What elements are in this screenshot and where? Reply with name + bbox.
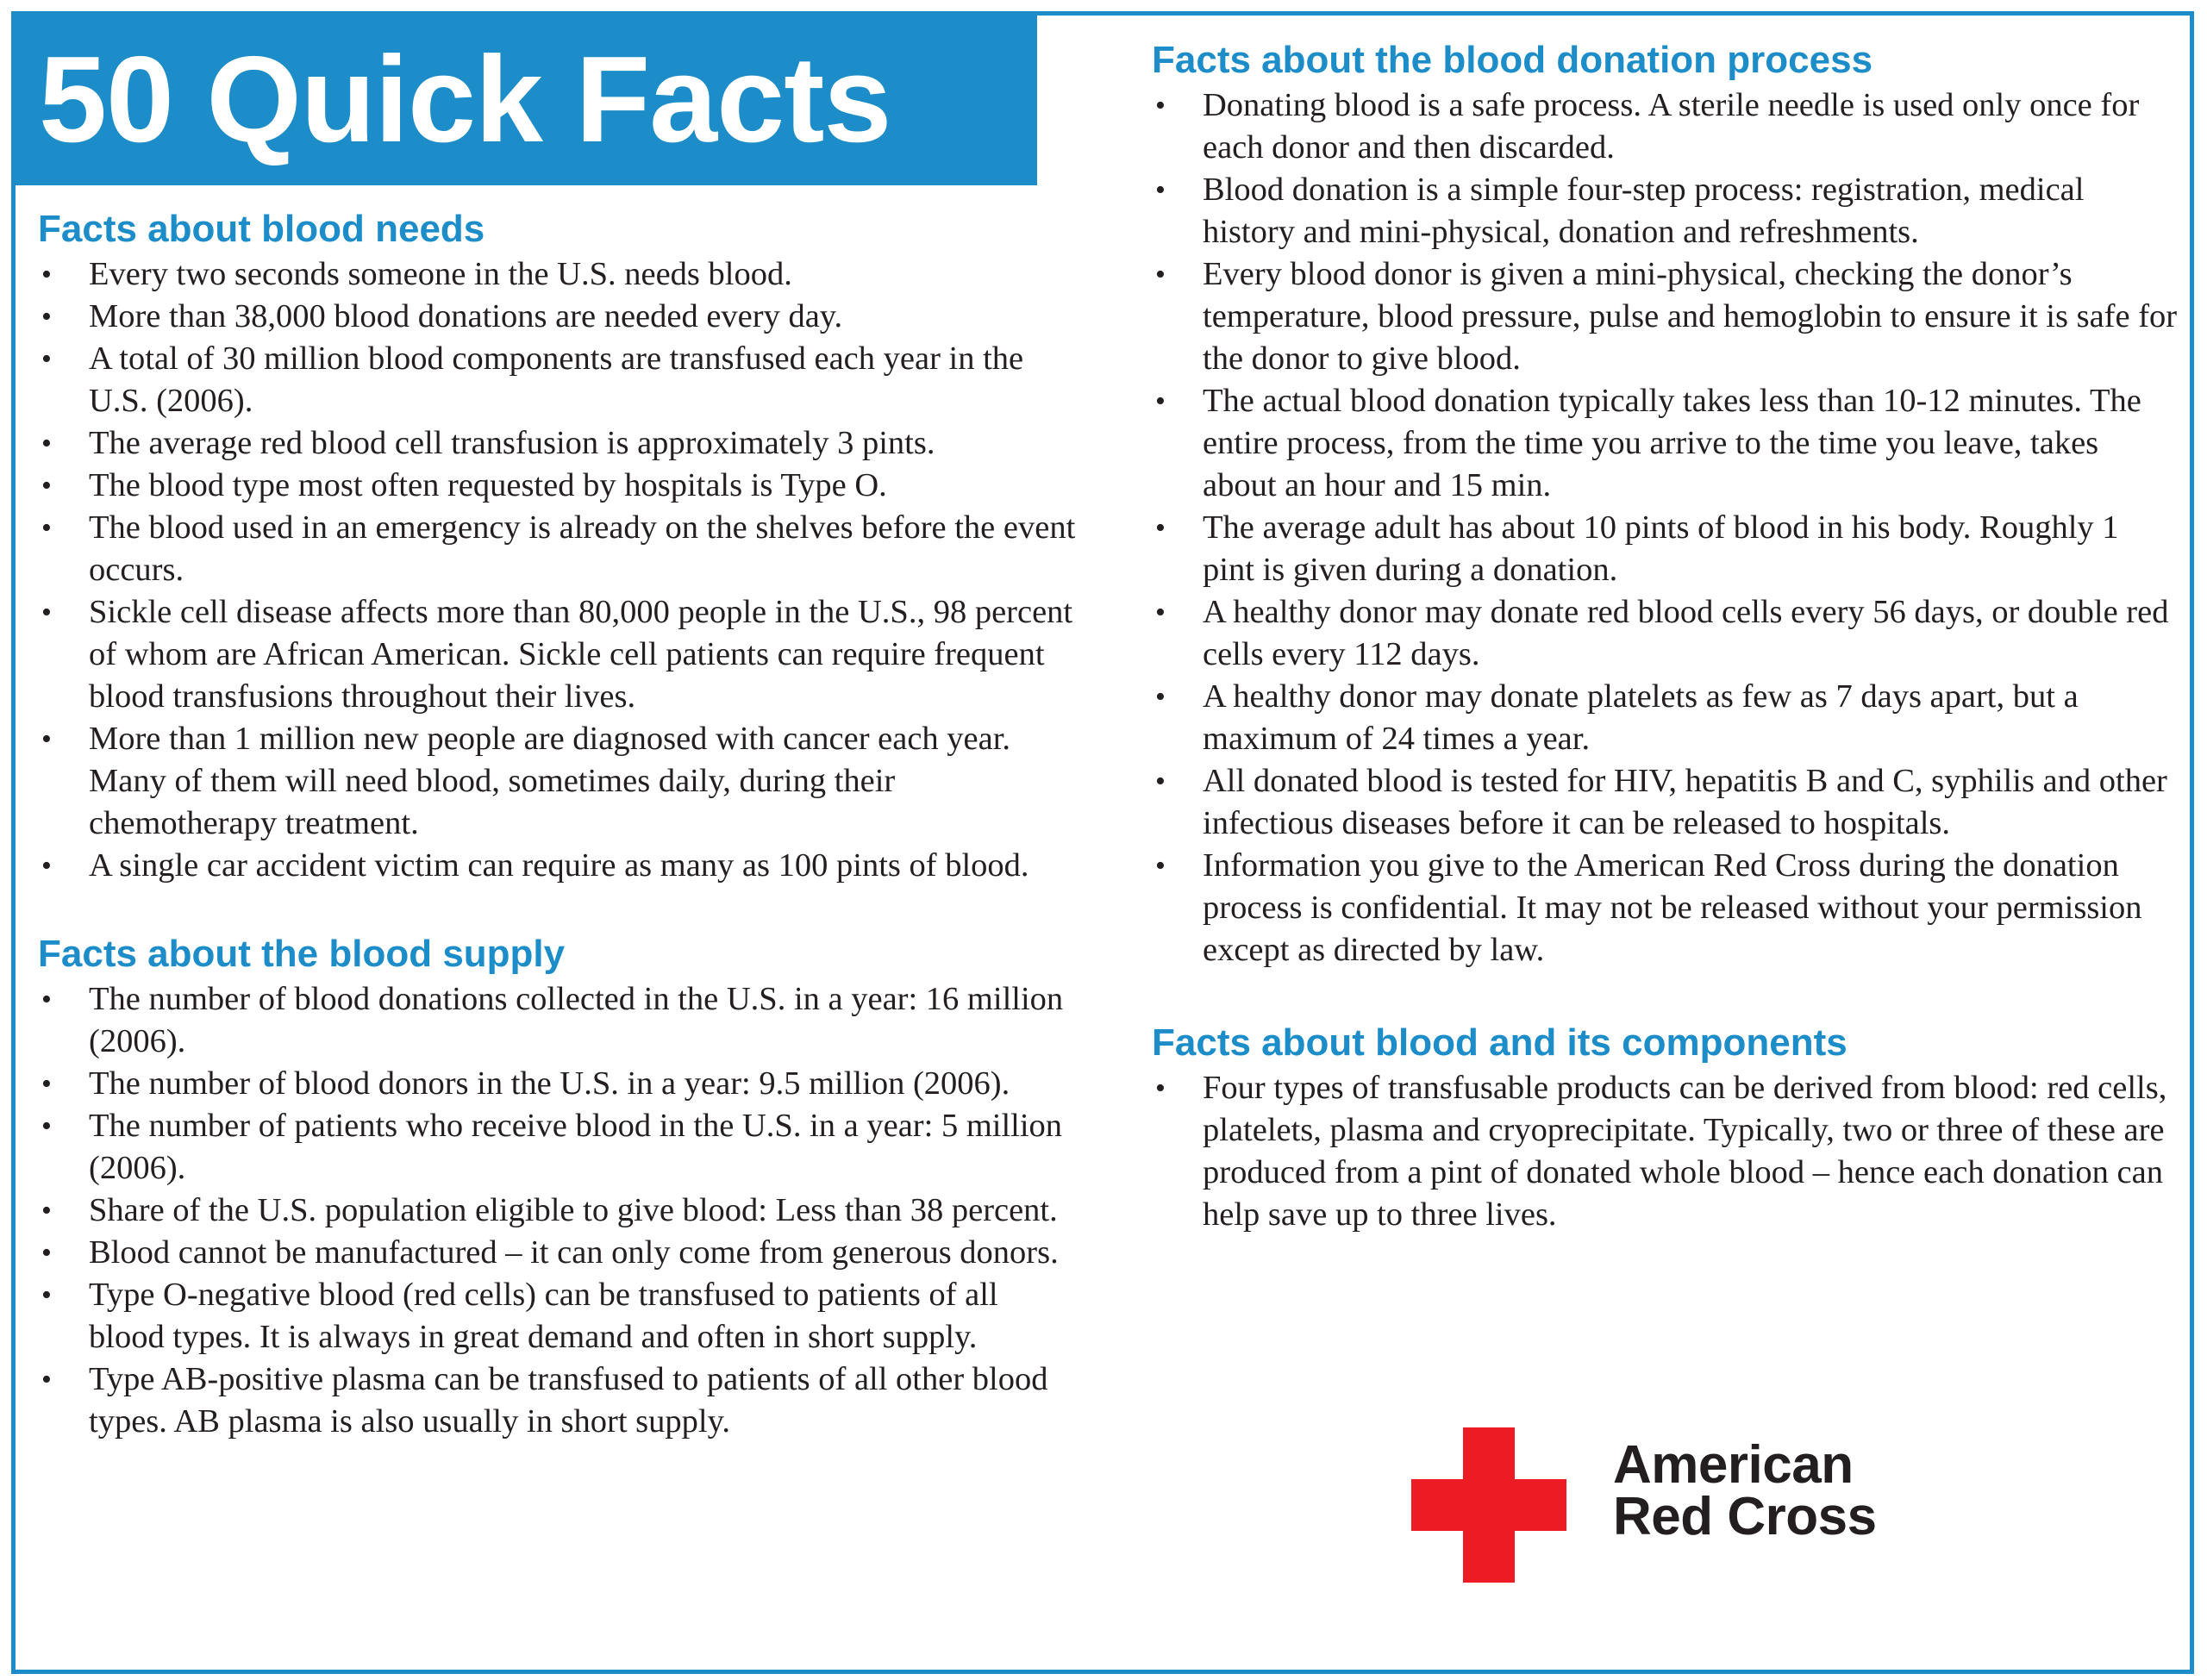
fact-item: [38, 1232, 1081, 1274]
fact-text: A single car accident victim can require as many as 100 pints of blood.: [89, 847, 1029, 884]
bullet-icon: •: [41, 343, 52, 375]
fact-list: [38, 253, 1081, 887]
fact-text: A total of 30 million blood components are transfused each year in the U.S. (2006).: [89, 340, 1024, 419]
logo-wordmark: [1613, 1435, 1877, 1546]
section-donation-process: [1152, 36, 2178, 971]
bullet-icon: •: [41, 1110, 52, 1142]
fact-text: Four types of transfusable products can be derived from blood: red cells, platelets, plasma and cryoprecipitate. Typically, two or three of these are produced from a pint of donated whole blood – hence each donation can help save up to three lives.: [1203, 1070, 2167, 1233]
fact-item: [1152, 253, 2178, 380]
bullet-icon: •: [1155, 90, 1166, 122]
bullet-icon: •: [41, 1068, 52, 1100]
fact-text: Every blood donor is given a mini-physical, checking the donor’s temperature, blood pressure, pulse and hemoglobin to ensure it is safe for the donor to give blood.: [1203, 256, 2178, 377]
fact-text: Information you give to the American Red Cross during the donation process is confidential. It may not be released without your permission except as directed by law.: [1203, 847, 2142, 968]
fact-item: [38, 845, 1081, 887]
bullet-icon: •: [1155, 512, 1166, 544]
bullet-icon: •: [1155, 850, 1166, 882]
bullet-icon: •: [1155, 259, 1166, 290]
fact-text: Blood donation is a simple four-step process: registration, medical history and mini-physical, donation and refreshments.: [1203, 172, 2085, 250]
section-components: [1152, 1019, 2178, 1236]
fact-item: [1152, 1067, 2178, 1236]
fact-item: [38, 253, 1081, 296]
bullet-icon: •: [1155, 765, 1166, 797]
fact-item: [1152, 169, 2178, 253]
fact-text: More than 38,000 blood donations are needed every day.: [89, 298, 843, 334]
fact-item: [38, 1190, 1081, 1232]
fact-item: [38, 507, 1081, 591]
section-blood-needs: [38, 205, 1081, 887]
fact-list: [38, 978, 1081, 1443]
fact-text: Every two seconds someone in the U.S. needs blood.: [89, 256, 792, 292]
fact-item: [38, 1063, 1081, 1105]
fact-item: [38, 718, 1081, 845]
fact-text: Blood cannot be manufactured – it can only come from generous donors.: [89, 1234, 1059, 1271]
bullet-icon: •: [41, 1195, 52, 1227]
fact-list: [1152, 84, 2178, 971]
fact-text: The average adult has about 10 pints of blood in his body. Roughly 1 pint is given during a donation.: [1203, 509, 2119, 588]
fact-text: Donating blood is a safe process. A sterile needle is used only once for each donor and then discarded.: [1203, 87, 2140, 166]
bullet-icon: •: [1155, 596, 1166, 628]
fact-text: The number of blood donations collected in the U.S. in a year: 16 million (2006).: [89, 981, 1064, 1059]
bullet-icon: •: [41, 301, 52, 333]
fact-item: [38, 1105, 1081, 1190]
fact-text: A healthy donor may donate red blood cells every 56 days, or double red cells every 112 days.: [1203, 594, 2169, 672]
section-spacer: [1152, 971, 2178, 1019]
american-red-cross-logo: [1411, 1427, 1911, 1587]
fact-item: [38, 465, 1081, 507]
fact-item: [38, 296, 1081, 338]
fact-item: [1152, 845, 2178, 971]
page-title: 50 Quick Facts: [39, 31, 891, 168]
fact-text: More than 1 million new people are diagnosed with cancer each year. Many of them will need blood, sometimes daily, during their chemotherapy treatment.: [89, 721, 1011, 841]
fact-item: [1152, 507, 2178, 591]
fact-text: Type O-negative blood (red cells) can be transfused to patients of all blood types. It is always in great demand and often in short supply.: [89, 1277, 998, 1355]
fact-text: The blood type most often requested by hospitals is Type O.: [89, 467, 887, 503]
fact-item: [38, 338, 1081, 422]
title-banner: [16, 16, 1037, 185]
bullet-icon: •: [41, 984, 52, 1015]
fact-text: Sickle cell disease affects more than 80,000 people in the U.S., 98 percent of whom are African American. Sickle cell patients can require frequent blood transfusions throughout their lives.: [89, 594, 1073, 715]
fact-item: [38, 978, 1081, 1063]
bullet-icon: •: [1155, 385, 1166, 417]
right-column: [1152, 36, 2178, 1236]
fact-text: The number of blood donors in the U.S. in a year: 9.5 million (2006).: [89, 1065, 1010, 1102]
section-heading-blood-supply: Facts about the blood supply: [38, 933, 566, 975]
fact-text: All donated blood is tested for HIV, hepatitis B and C, syphilis and other infectious diseases before it can be released to hospitals.: [1203, 763, 2167, 841]
fact-item: [1152, 380, 2178, 507]
fact-item: [38, 1274, 1081, 1358]
fact-item: [1152, 676, 2178, 760]
bullet-icon: •: [41, 428, 52, 459]
bullet-icon: •: [1155, 681, 1166, 713]
fact-sheet: [11, 11, 2194, 1674]
bullet-icon: •: [41, 1364, 52, 1396]
bullet-icon: •: [41, 259, 52, 290]
red-cross-icon: [1411, 1427, 1566, 1583]
section-heading-components: Facts about blood and its components: [1152, 1021, 1848, 1064]
fact-item: [1152, 591, 2178, 676]
fact-item: [38, 591, 1081, 718]
bullet-icon: •: [41, 1279, 52, 1311]
logo-line-1: American: [1613, 1435, 1854, 1495]
section-heading-donation-process: Facts about the blood donation process: [1152, 39, 1873, 81]
section-blood-supply: [38, 930, 1081, 1443]
fact-item: [1152, 84, 2178, 169]
fact-list: [1152, 1067, 2178, 1236]
fact-text: A healthy donor may donate platelets as few as 7 days apart, but a maximum of 24 times a year.: [1203, 678, 2079, 757]
fact-text: The actual blood donation typically takes less than 10-12 minutes. The entire process, from the time you arrive to the time you leave, takes about an hour and 15 min.: [1203, 383, 2141, 503]
bullet-icon: •: [1155, 174, 1166, 206]
fact-item: [38, 422, 1081, 465]
bullet-icon: •: [41, 470, 52, 502]
bullet-icon: •: [41, 1237, 52, 1269]
fact-text: The number of patients who receive blood in the U.S. in a year: 5 million (2006).: [89, 1108, 1063, 1186]
section-spacer: [38, 887, 1081, 930]
logo-line-2: Red Cross: [1613, 1487, 1877, 1546]
fact-text: Share of the U.S. population eligible to give blood: Less than 38 percent.: [89, 1192, 1058, 1228]
fact-item: [1152, 760, 2178, 845]
bullet-icon: •: [1155, 1072, 1166, 1104]
bullet-icon: •: [41, 850, 52, 882]
fact-text: The blood used in an emergency is already on the shelves before the event occurs.: [89, 509, 1076, 588]
fact-item: [38, 1358, 1081, 1443]
fact-text: The average red blood cell transfusion is approximately 3 pints.: [89, 425, 935, 461]
bullet-icon: •: [41, 512, 52, 544]
bullet-icon: •: [41, 596, 52, 628]
left-column: [38, 205, 1081, 1443]
bullet-icon: •: [41, 723, 52, 755]
section-heading-blood-needs: Facts about blood needs: [38, 208, 485, 250]
fact-text: Type AB-positive plasma can be transfused to patients of all other blood types. AB plasma is also usually in short supply.: [89, 1361, 1048, 1440]
